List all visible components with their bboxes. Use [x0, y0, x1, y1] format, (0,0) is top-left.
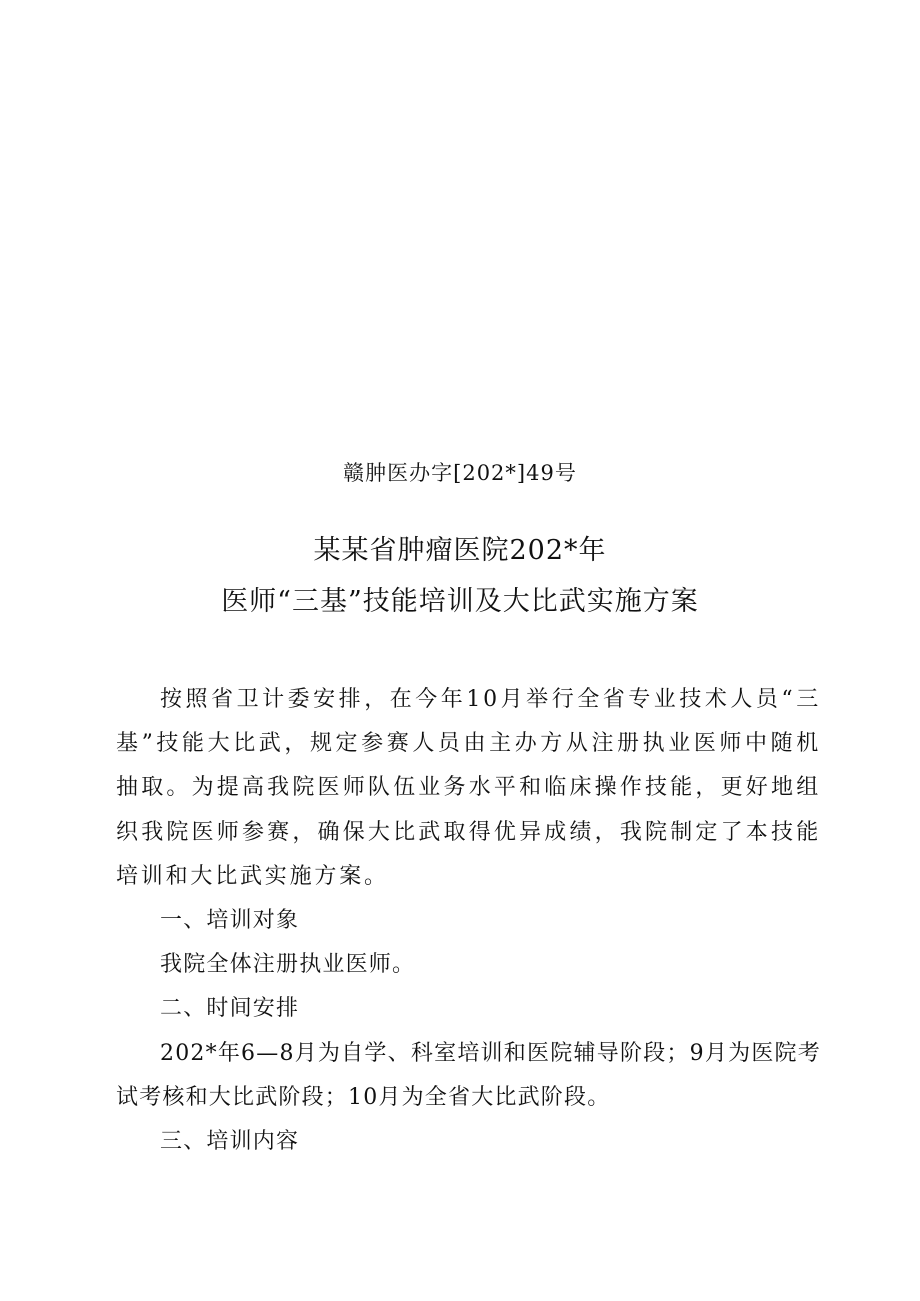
document-body: [116, 678, 821, 1164]
document-number: 赣肿医办字[202*]49号: [343, 461, 577, 485]
section-heading-training-content: 三、培训内容: [160, 1129, 300, 1155]
document-title-line-1: 某某省肿瘤医院202*年: [313, 535, 607, 566]
intro-paragraph: 按照省卫计委安排，在今年10月举行全省专业技术人员“三基”技能大比武，规定参赛人员由主办方从注册执业医师中随机抽取。为提高我院医师队伍业务水平和临床操作技能，更好地组织我院医师参赛，确保大比武取得优异成绩，我院制定了本技能培训和大比武实施方案。: [116, 687, 821, 889]
section-heading-schedule: 二、时间安排: [160, 996, 300, 1022]
schedule-paragraph: 202*年6—8月为自学、科室培训和医院辅导阶段；9月为医院考试考核和大比武阶段；10月为全省大比武阶段。: [116, 1040, 821, 1110]
document-title-line-2: 医师“三基”技能培训及大比武实施方案: [221, 586, 699, 617]
training-target-paragraph: 我院全体注册执业医师。: [160, 952, 416, 978]
section-heading-training-target: 一、培训对象: [160, 908, 300, 934]
